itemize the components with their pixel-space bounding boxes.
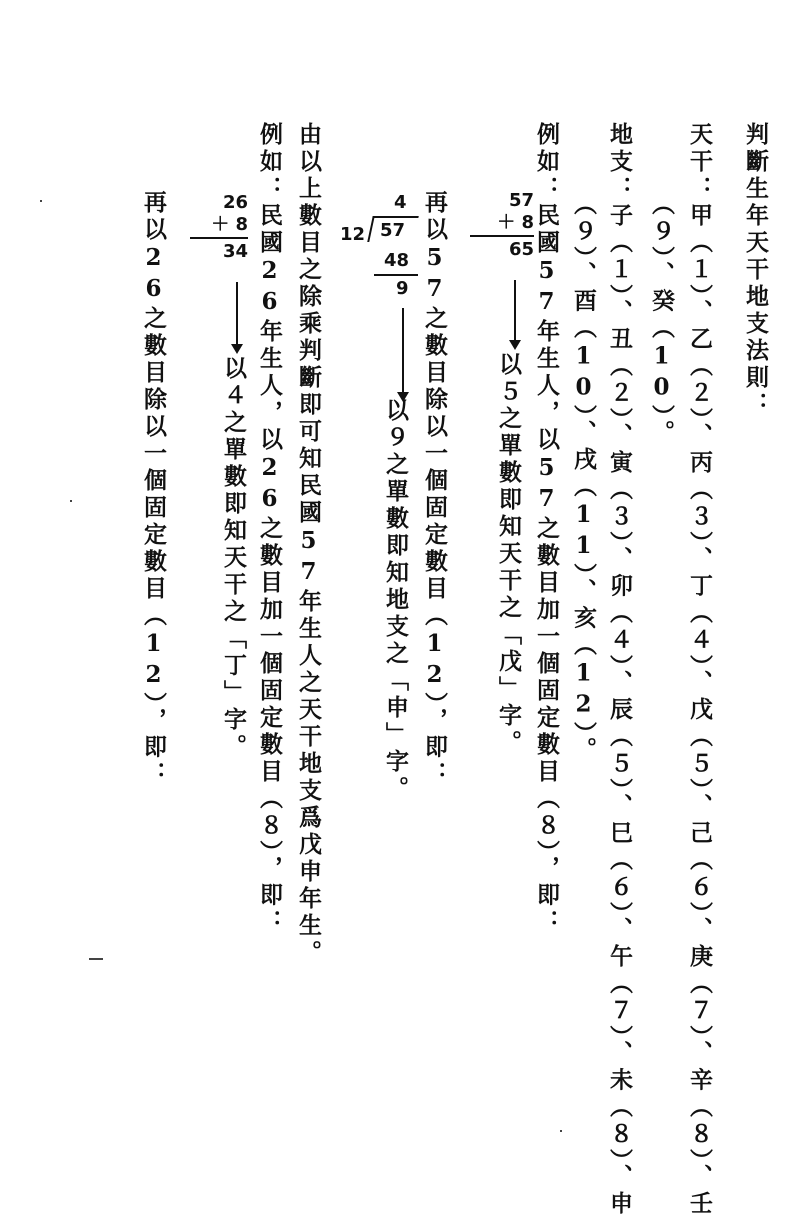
arrow-down-icon bbox=[236, 282, 238, 346]
conclusion-57: 由以上數目之除乘判斷即可知民國57年生人之天干地支爲戊申年生。 bbox=[295, 122, 322, 967]
sum-34: 34 bbox=[222, 241, 248, 262]
remainder-9: 9 bbox=[396, 278, 409, 299]
scan-speck bbox=[40, 200, 42, 202]
addend-57: 57 bbox=[508, 190, 534, 211]
divisor-12: 12 bbox=[340, 224, 366, 245]
addition-57-plus-8 bbox=[470, 190, 534, 261]
scan-speck bbox=[70, 500, 72, 502]
heavenly-stems-line-2: （９）、癸（10）。 bbox=[648, 192, 675, 447]
product-48: 48 bbox=[384, 250, 410, 271]
example-57-divide-intro: 再以57之數目除以一個固定數目（12），即： bbox=[421, 190, 448, 789]
dividend-57: 57 bbox=[380, 220, 406, 241]
example-26-intro: 例如：民國26年生人，以26之數目加一個固定數目（８），即： bbox=[256, 122, 283, 937]
sum-rule bbox=[190, 237, 248, 239]
heading-title: 判斷生年天干地支法則： bbox=[742, 122, 769, 419]
earthly-branches-line-1: 地支：子（１）、丑（２）、寅（３）、卯（４）、辰（５）、巳（６）、午（７）、未（８）、申 bbox=[606, 122, 633, 1218]
addend-8: ＋ 8 bbox=[497, 212, 534, 233]
example-57-stem-result: 以５之單數即知天干之「戊」字。 bbox=[495, 352, 522, 757]
example-57-branch-result: 以９之單數即知地支之「申」字。 bbox=[382, 398, 409, 803]
subtract-rule bbox=[374, 274, 418, 276]
division-57-by-12 bbox=[338, 192, 418, 302]
earthly-branches-line-2: （９）、酉（10）、戌（11）、亥（12）。 bbox=[570, 192, 597, 764]
arrow-down-icon bbox=[402, 308, 404, 394]
sum-rule bbox=[470, 235, 534, 237]
example-57-intro: 例如：民國57年生人，以57之數目加一個固定數目（８），即： bbox=[533, 122, 560, 937]
addend-26: 26 bbox=[222, 192, 248, 213]
addend-8: ＋ 8 bbox=[211, 214, 248, 235]
addition-26-plus-8 bbox=[190, 192, 248, 263]
example-26-stem-result: 以４之單數即知天干之「丁」字。 bbox=[220, 356, 247, 761]
scan-mark bbox=[89, 958, 103, 960]
scan-speck bbox=[560, 1130, 562, 1132]
quotient-4: 4 bbox=[394, 192, 407, 213]
example-26-divide-intro: 再以26之數目除以一個固定數目（12），即： bbox=[140, 190, 167, 789]
heavenly-stems-line-1: 天干：甲（１）、乙（２）、丙（３）、丁（４）、戊（５）、己（６）、庚（７）、辛（８）、壬 bbox=[686, 122, 713, 1218]
sum-65: 65 bbox=[508, 239, 534, 260]
arrow-down-icon bbox=[514, 280, 516, 342]
